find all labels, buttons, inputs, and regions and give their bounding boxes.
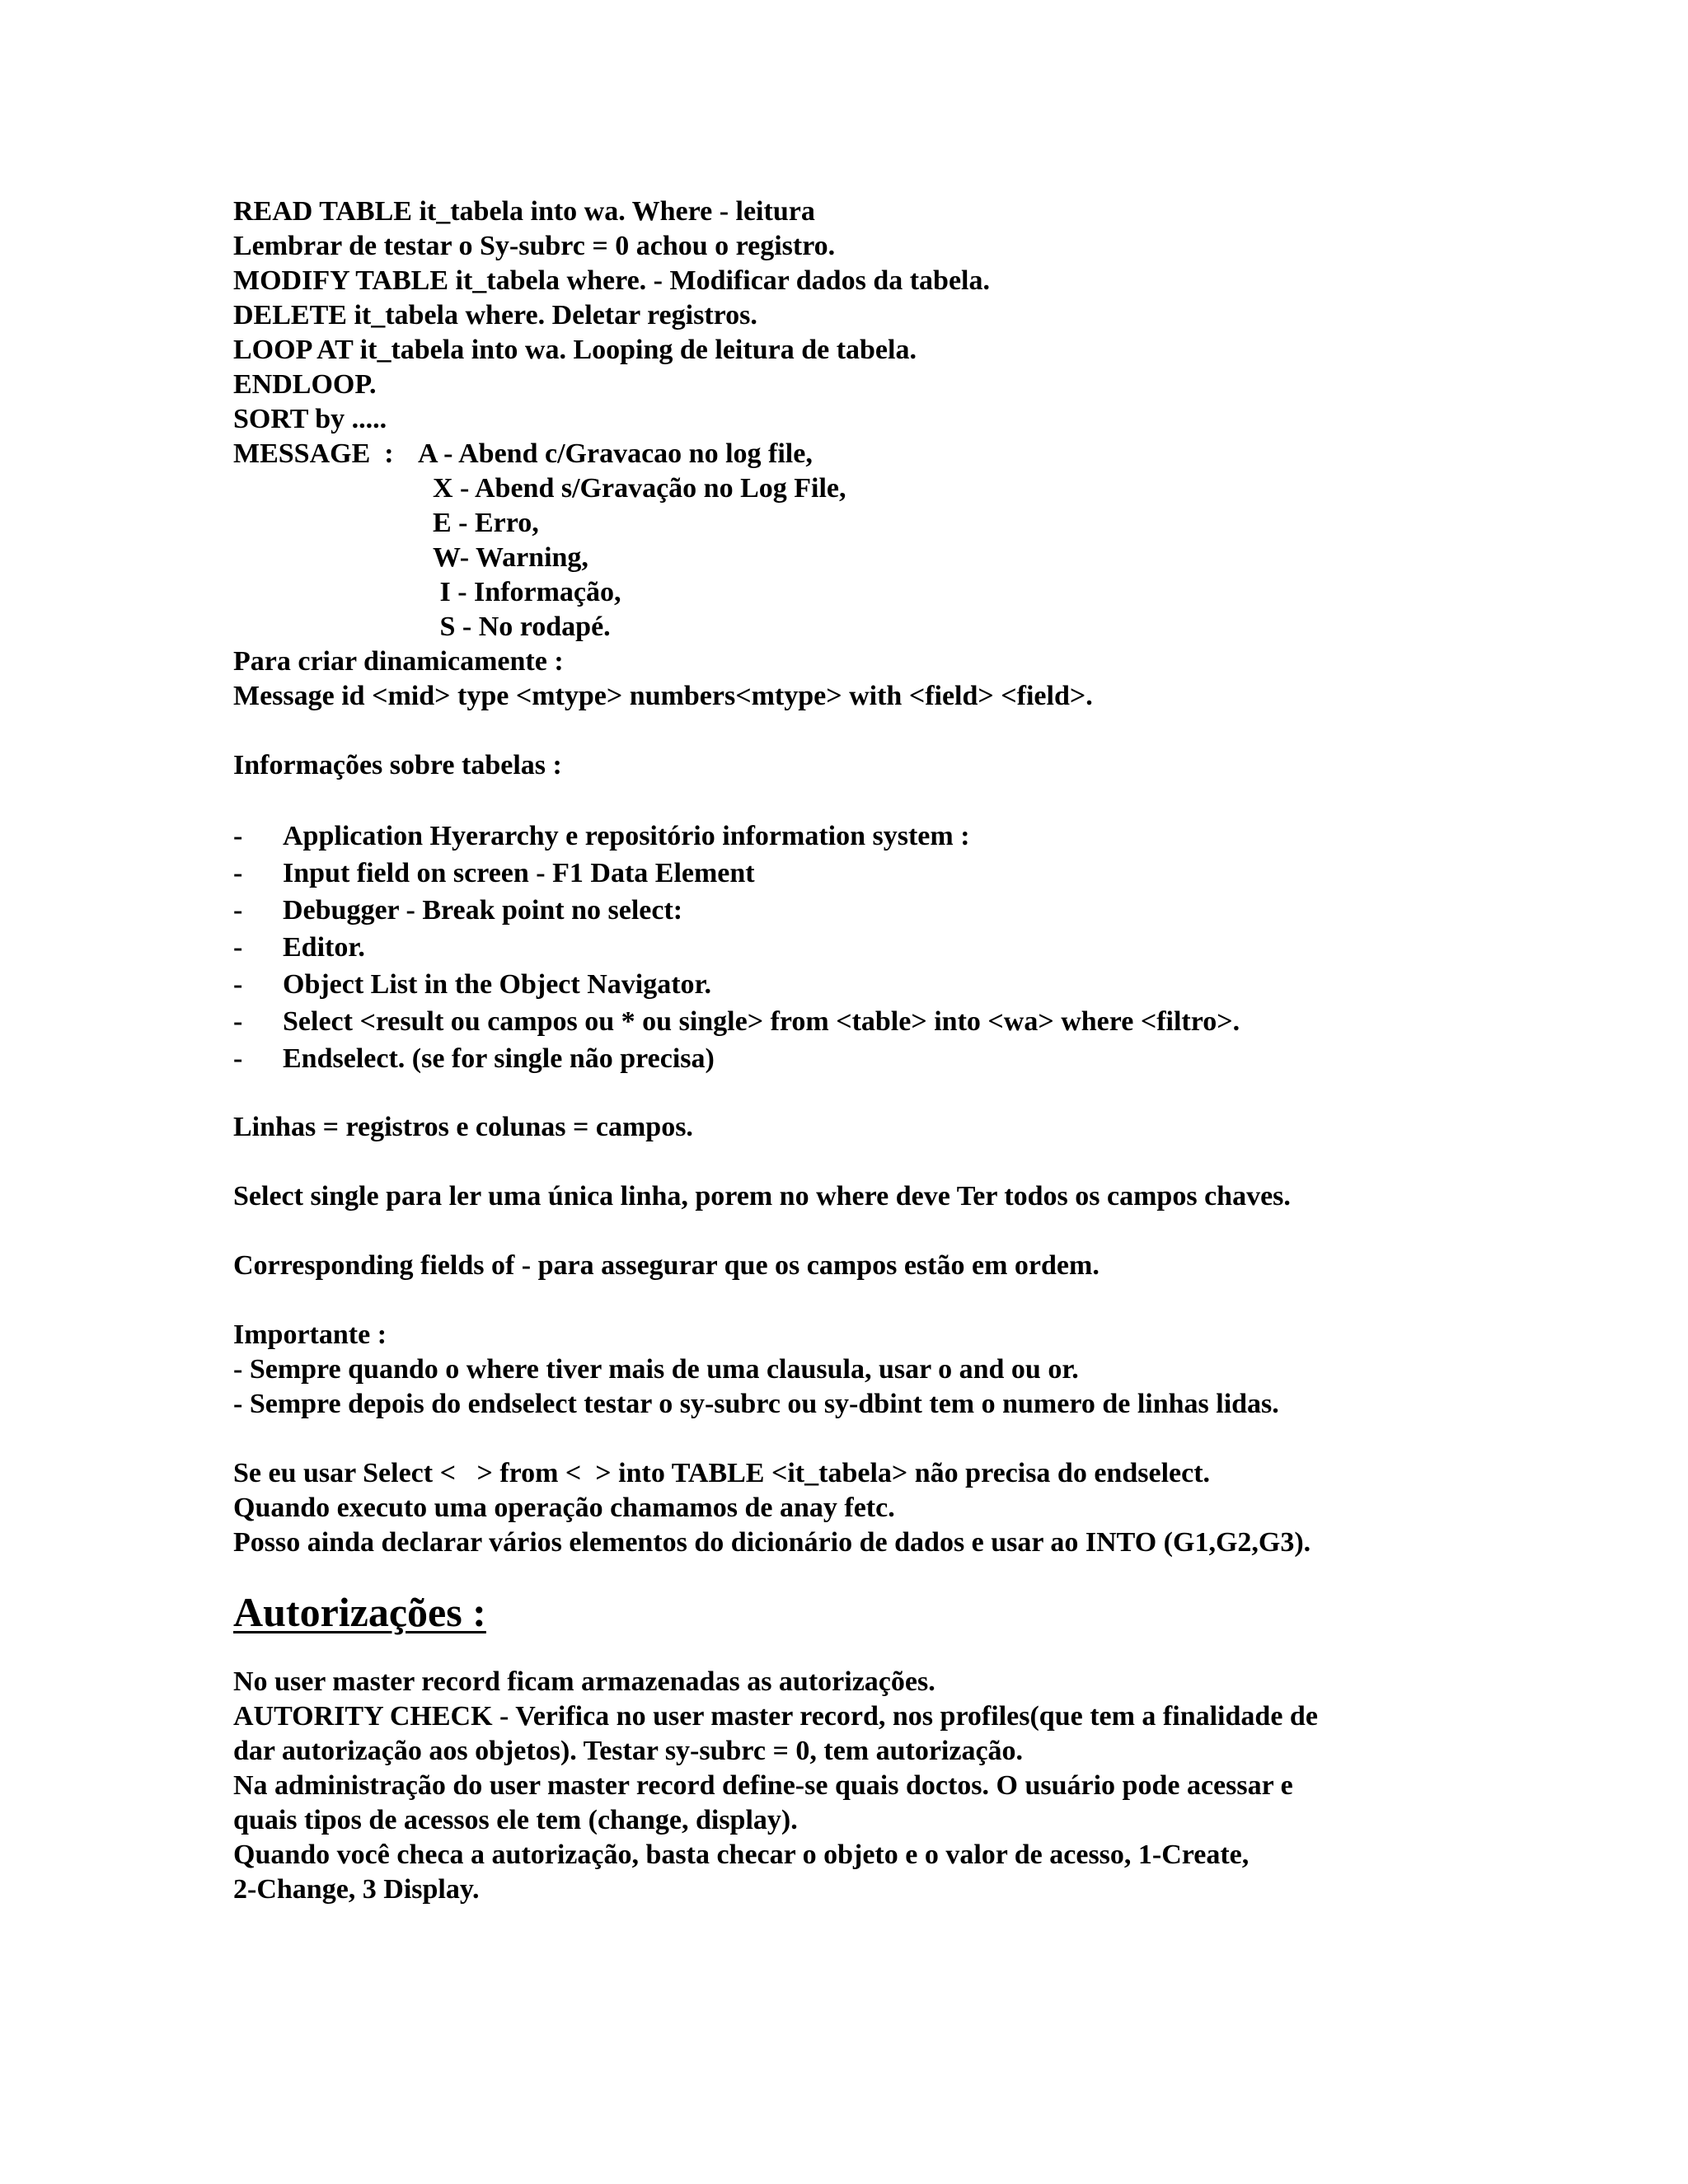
bullet-marker: -: [233, 858, 243, 888]
autorizacoes-heading: Autorizações :: [233, 1589, 486, 1635]
informacoes-title: Informações sobre tabelas :: [233, 750, 562, 780]
bullet-marker: -: [233, 1043, 243, 1074]
autorizacoes-line: dar autorização aos objetos). Testar sy-subrc = 0, tem autorização.: [233, 1736, 1024, 1766]
se-eu-usar-line: Se eu usar Select < > from < > into TABLE <it_tabela> não precisa do endselect.: [233, 1458, 1211, 1488]
modify-table-line: MODIFY TABLE it_tabela where. - Modificar dados da tabela.: [233, 265, 990, 296]
message-type-w: W- Warning,: [433, 542, 588, 573]
quando-executo-line: Quando executo uma operação chamamos de anay fetc.: [233, 1493, 895, 1523]
posso-ainda-line: Posso ainda declarar vários elementos do dicionário de dados e usar ao INTO (G1,G2,G3).: [233, 1527, 1311, 1558]
bullet-marker: -: [233, 1006, 243, 1037]
corresponding-line: Corresponding fields of - para assegurar que os campos estão em ordem.: [233, 1250, 1100, 1281]
lembrar-line: Lembrar de testar o Sy-subrc = 0 achou o registro.: [233, 231, 836, 261]
autorizacoes-line: Quando você checa a autorização, basta checar o objeto e o valor de acesso, 1-Create,: [233, 1840, 1250, 1870]
criar-dinamicamente-line: Para criar dinamicamente :: [233, 646, 564, 677]
bullet-marker: -: [233, 821, 243, 851]
delete-line: DELETE it_tabela where. Deletar registros.: [233, 300, 757, 330]
bullet-marker: -: [233, 932, 243, 963]
bullet-marker: -: [233, 895, 243, 926]
linhas-line: Linhas = registros e colunas = campos.: [233, 1112, 693, 1142]
message-type-a: A - Abend c/Gravacao no log file,: [418, 438, 813, 469]
importante-title: Importante :: [233, 1319, 387, 1350]
read-table-line: READ TABLE it_tabela into wa. Where - leitura: [233, 196, 815, 227]
autorizacoes-line: 2-Change, 3 Display.: [233, 1874, 480, 1905]
loop-at-line: LOOP AT it_tabela into wa. Looping de leitura de tabela.: [233, 335, 917, 365]
bullet-item: Debugger - Break point no select:: [283, 895, 683, 926]
message-type-s: S - No rodapé.: [433, 612, 611, 642]
bullet-item: Editor.: [283, 932, 365, 963]
bullet-item: Input field on screen - F1 Data Element: [283, 858, 755, 888]
message-type-e: E - Erro,: [433, 508, 539, 538]
message-syntax-line: Message id <mid> type <mtype> numbers<mtype> with <field> <field>.: [233, 681, 1093, 711]
bullet-item: Application Hyerarchy e repositório information system :: [283, 821, 970, 851]
message-type-i: I - Informação,: [433, 577, 621, 607]
message-label: MESSAGE :: [233, 438, 394, 469]
autorizacoes-line: AUTORITY CHECK - Verifica no user master record, nos profiles(que tem a finalidade de: [233, 1701, 1318, 1732]
endloop-line: ENDLOOP.: [233, 369, 377, 400]
autorizacoes-line: No user master record ficam armazenadas as autorizações.: [233, 1666, 935, 1697]
autorizacoes-line: Na administração do user master record define-se quais doctos. O usuário pode acessar e: [233, 1770, 1293, 1801]
bullet-item: Endselect. (se for single não precisa): [283, 1043, 715, 1074]
select-single-line: Select single para ler uma única linha, porem no where deve Ter todos os campos chaves.: [233, 1181, 1291, 1212]
bullet-marker: -: [233, 969, 243, 1000]
bullet-item: Select <result ou campos ou * ou single> from <table> into <wa> where <filtro>.: [283, 1006, 1240, 1037]
importante-item: - Sempre depois do endselect testar o sy-subrc ou sy-dbint tem o numero de linhas lidas.: [233, 1389, 1279, 1419]
importante-item: - Sempre quando o where tiver mais de uma clausula, usar o and ou or.: [233, 1354, 1079, 1385]
message-type-x: X - Abend s/Gravação no Log File,: [433, 473, 846, 504]
bullet-item: Object List in the Object Navigator.: [283, 969, 712, 1000]
sort-by-line: SORT by .....: [233, 404, 387, 434]
autorizacoes-line: quais tipos de acessos ele tem (change, display).: [233, 1805, 798, 1835]
